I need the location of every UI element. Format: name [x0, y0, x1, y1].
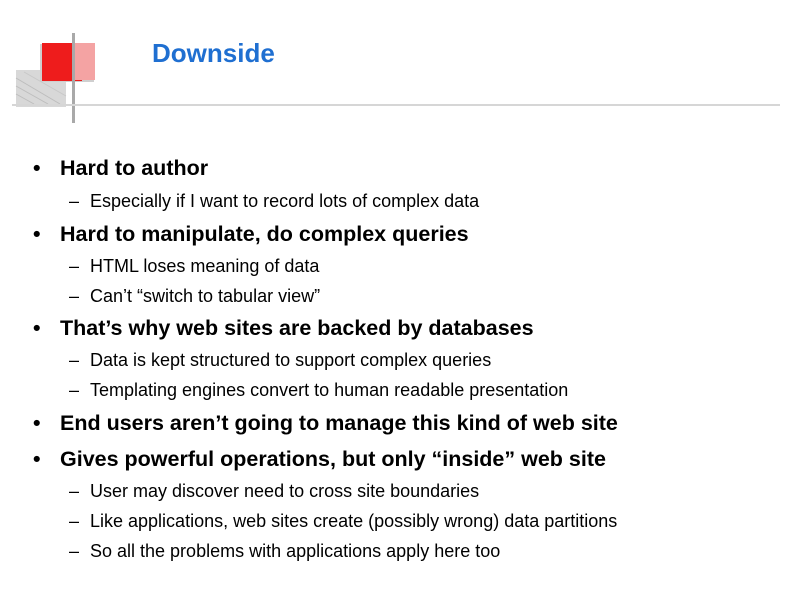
sub-bullet-text: Like applications, web sites create (possibly wrong) data partitions: [90, 511, 618, 531]
dash-icon: –: [69, 481, 80, 501]
slide-title: Downside: [152, 38, 275, 68]
bullet-icon: •: [33, 156, 41, 180]
dash-icon: –: [69, 541, 80, 561]
bullet-icon: •: [33, 316, 41, 340]
bullet-icon: •: [33, 222, 41, 246]
sub-bullet-text: Can’t “switch to tabular view”: [90, 286, 321, 306]
sub-bullet-text: Data is kept structured to support complex queries: [90, 350, 492, 370]
dash-icon: –: [69, 286, 80, 306]
bullet-icon: •: [33, 411, 41, 435]
dash-icon: –: [69, 350, 80, 370]
sub-bullet-text: HTML loses meaning of data: [90, 256, 320, 276]
slide-logo: [0, 0, 791, 130]
bullet-text: That’s why web sites are backed by databases: [60, 316, 534, 340]
bullet-text: Hard to author: [60, 156, 209, 180]
title-underline: [12, 104, 780, 106]
dash-icon: –: [69, 380, 80, 400]
dash-icon: –: [69, 191, 80, 211]
dash-icon: –: [69, 256, 80, 276]
dash-icon: –: [69, 511, 80, 531]
sub-bullet-text: So all the problems with applications apply here too: [90, 541, 501, 561]
bullet-text: Gives powerful operations, but only “inside” web site: [60, 447, 606, 471]
bullet-text: End users aren’t going to manage this kind of web site: [60, 411, 618, 435]
sub-bullet-text: Especially if I want to record lots of complex data: [90, 191, 480, 211]
sub-bullet-text: User may discover need to cross site boundaries: [90, 481, 480, 501]
bullet-text: Hard to manipulate, do complex queries: [60, 222, 469, 246]
logo-diagonal-lines: [0, 0, 791, 130]
sub-bullet-text: Templating engines convert to human readable presentation: [90, 380, 569, 400]
bullet-icon: •: [33, 447, 41, 471]
